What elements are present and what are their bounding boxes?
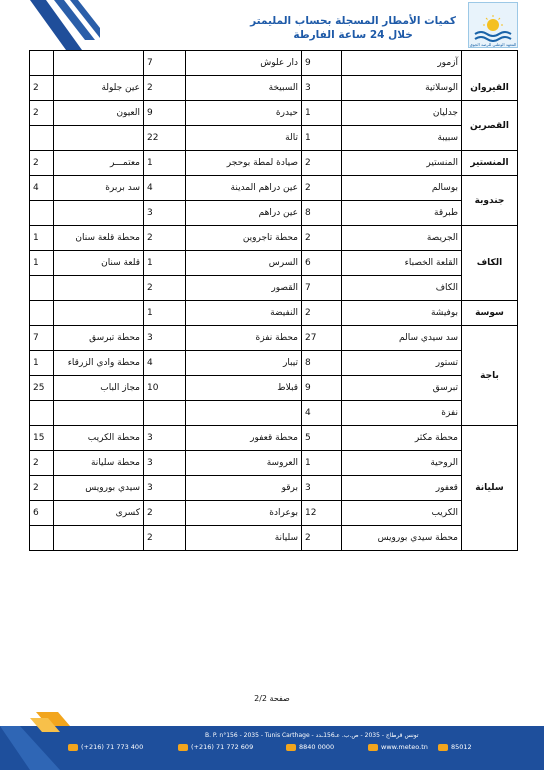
value-cell: 2 <box>30 151 54 176</box>
value-cell: 9 <box>302 51 342 76</box>
phone-contact-3 <box>286 743 334 751</box>
globe-icon <box>368 744 378 751</box>
value-cell: 3 <box>144 326 186 351</box>
value-cell: 10 <box>144 376 186 401</box>
station-cell: محطة قعفور <box>186 426 302 451</box>
station-cell: السبيخة <box>186 76 302 101</box>
station-cell: العروسة <box>186 451 302 476</box>
value-cell: 1 <box>30 251 54 276</box>
station-cell: آزمور <box>342 51 462 76</box>
station-cell: الكاف <box>342 276 462 301</box>
station-cell: تيبار <box>186 351 302 376</box>
value-cell: 1 <box>144 251 186 276</box>
value-cell: 2 <box>30 451 54 476</box>
station-cell: محطة سليانة <box>54 451 144 476</box>
value-cell <box>30 526 54 551</box>
station-cell <box>54 301 144 326</box>
value-cell: 2 <box>30 476 54 501</box>
table-row <box>30 151 518 176</box>
website-link[interactable]: www.meteo.tn <box>381 743 428 751</box>
station-cell: العيون <box>54 101 144 126</box>
sun-wave-icon <box>473 14 513 42</box>
station-cell: سد بربرة <box>54 176 144 201</box>
value-cell: 27 <box>302 326 342 351</box>
phone-contact-2 <box>178 743 253 751</box>
page-number: صفحة 2/2 <box>254 694 290 703</box>
station-cell: الوسلاتية <box>342 76 462 101</box>
value-cell: 9 <box>144 101 186 126</box>
station-cell: جدليان <box>342 101 462 126</box>
region-cell: الكاف <box>462 226 518 301</box>
page-footer <box>0 712 544 770</box>
station-cell: محطة تاجروين <box>186 226 302 251</box>
station-cell: برقو <box>186 476 302 501</box>
value-cell: 2 <box>302 151 342 176</box>
station-cell <box>54 276 144 301</box>
value-cell <box>30 301 54 326</box>
station-cell: نفزة <box>342 401 462 426</box>
station-cell: معتمـــر <box>54 151 144 176</box>
table-row <box>30 351 518 376</box>
page-title <box>250 14 456 42</box>
value-cell <box>30 51 54 76</box>
title-line-1: كميات الأمطار المسجلة بحساب المليمتر <box>250 15 456 27</box>
station-cell: تبرسق <box>342 376 462 401</box>
station-cell: صيادة لمطة بوحجر <box>186 151 302 176</box>
station-cell <box>54 201 144 226</box>
station-cell: محطة الكريب <box>54 426 144 451</box>
value-cell: 3 <box>144 451 186 476</box>
value-cell: 22 <box>144 126 186 151</box>
station-cell: تستور <box>342 351 462 376</box>
value-cell: 1 <box>302 126 342 151</box>
fax-icon <box>178 744 188 751</box>
value-cell: 7 <box>30 326 54 351</box>
value-cell: 1 <box>302 101 342 126</box>
table-row <box>30 176 518 201</box>
value-cell: 2 <box>144 76 186 101</box>
building-icon <box>438 744 448 751</box>
station-cell: النفيضة <box>186 301 302 326</box>
code-contact <box>438 743 472 751</box>
station-cell: عين جلولة <box>54 76 144 101</box>
value-cell: 4 <box>144 351 186 376</box>
table-row <box>30 426 518 451</box>
table-row <box>30 401 518 426</box>
website-contact <box>368 743 428 751</box>
table-row <box>30 301 518 326</box>
region-cell: المنستير <box>462 151 518 176</box>
value-cell: 2 <box>302 176 342 201</box>
value-cell: 3 <box>302 76 342 101</box>
value-cell: 1 <box>144 301 186 326</box>
station-cell: محطة وادي الزرقاء <box>54 351 144 376</box>
station-cell <box>54 401 144 426</box>
station-cell: كسرى <box>54 501 144 526</box>
station-cell: محطة سيدي بورويس <box>342 526 462 551</box>
value-cell: 5 <box>302 426 342 451</box>
value-cell: 25 <box>30 376 54 401</box>
value-cell: 8 <box>302 201 342 226</box>
station-cell <box>54 126 144 151</box>
value-cell: 4 <box>30 176 54 201</box>
value-cell: 2 <box>144 526 186 551</box>
value-cell <box>144 401 186 426</box>
value-cell: 3 <box>144 476 186 501</box>
station-cell <box>186 401 302 426</box>
rainfall-table-container <box>29 50 517 551</box>
table-row <box>30 251 518 276</box>
station-cell: سليانة <box>186 526 302 551</box>
region-cell: سليانة <box>462 426 518 551</box>
station-cell: محطة مكثر <box>342 426 462 451</box>
station-cell: طبرقة <box>342 201 462 226</box>
station-cell: سد سيدي سالم <box>342 326 462 351</box>
value-cell: 4 <box>302 401 342 426</box>
station-cell: الجريصة <box>342 226 462 251</box>
value-cell <box>30 276 54 301</box>
value-cell: 2 <box>144 276 186 301</box>
region-cell: جندوبة <box>462 176 518 226</box>
region-cell: القصرين <box>462 101 518 151</box>
institute-logo <box>468 2 518 48</box>
station-cell: محطة نفزة <box>186 326 302 351</box>
station-cell: القصور <box>186 276 302 301</box>
value-cell <box>30 401 54 426</box>
footer-address: B. P. n°156 - 2035 - Tunis Carthage - تونس قرطاج - 2035 - ص.ب. عـ156ـدد <box>205 732 419 739</box>
station-cell <box>54 51 144 76</box>
table-row <box>30 451 518 476</box>
value-cell: 12 <box>302 501 342 526</box>
value-cell: 8 <box>302 351 342 376</box>
region-cell: سوسة <box>462 301 518 326</box>
value-cell: 2 <box>144 226 186 251</box>
value-cell: 2 <box>144 501 186 526</box>
table-row <box>30 501 518 526</box>
station-cell: الكريب <box>342 501 462 526</box>
footer-band <box>0 712 544 770</box>
station-cell: دار علوش <box>186 51 302 76</box>
station-cell: حيدرة <box>186 101 302 126</box>
station-cell: سيدي بورويس <box>54 476 144 501</box>
corner-stripes-decoration <box>0 0 100 50</box>
station-cell: الروحية <box>342 451 462 476</box>
value-cell: 1 <box>302 451 342 476</box>
title-line-2: خلال 24 ساعة الفارطة <box>293 29 413 41</box>
station-cell: القلعة الخصباء <box>342 251 462 276</box>
station-cell: قلعة سنان <box>54 251 144 276</box>
station-cell: سبيبة <box>342 126 462 151</box>
station-cell: بوعرادة <box>186 501 302 526</box>
value-cell: 2 <box>30 76 54 101</box>
table-row <box>30 76 518 101</box>
phone-icon <box>286 744 296 751</box>
value-cell: 1 <box>144 151 186 176</box>
table-row <box>30 126 518 151</box>
table-row <box>30 526 518 551</box>
table-row <box>30 476 518 501</box>
value-cell: 1 <box>30 226 54 251</box>
value-cell: 15 <box>30 426 54 451</box>
value-cell: 7 <box>144 51 186 76</box>
station-cell: قعفور <box>342 476 462 501</box>
phone-number-2: (+216) 71 772 609 <box>191 743 254 751</box>
phone-icon <box>68 744 78 751</box>
region-cell: القيروان <box>462 51 518 101</box>
value-cell: 9 <box>302 376 342 401</box>
rainfall-table <box>29 50 518 551</box>
footer-code: 85012 <box>451 743 472 751</box>
station-cell: السرس <box>186 251 302 276</box>
station-cell: مجاز الباب <box>54 376 144 401</box>
value-cell: 3 <box>302 476 342 501</box>
station-cell <box>54 526 144 551</box>
table-row <box>30 376 518 401</box>
value-cell: 3 <box>144 201 186 226</box>
table-row <box>30 276 518 301</box>
station-cell: محطة تبرسق <box>54 326 144 351</box>
station-cell: عين دراهم <box>186 201 302 226</box>
table-row <box>30 201 518 226</box>
value-cell: 6 <box>302 251 342 276</box>
phone-contact-1 <box>68 743 143 751</box>
region-cell: باجة <box>462 326 518 426</box>
value-cell: 2 <box>302 526 342 551</box>
value-cell: 2 <box>302 301 342 326</box>
value-cell: 4 <box>144 176 186 201</box>
value-cell: 7 <box>302 276 342 301</box>
value-cell: 6 <box>30 501 54 526</box>
station-cell: عين دراهم المدينة <box>186 176 302 201</box>
table-row <box>30 51 518 76</box>
station-cell: المنستير <box>342 151 462 176</box>
station-cell: تالة <box>186 126 302 151</box>
value-cell <box>30 126 54 151</box>
value-cell: 1 <box>30 351 54 376</box>
value-cell: 3 <box>144 426 186 451</box>
table-row <box>30 226 518 251</box>
value-cell: 2 <box>30 101 54 126</box>
station-cell: بوسالم <box>342 176 462 201</box>
phone-number-1: (+216) 71 773 400 <box>81 743 144 751</box>
phone-number-3: 8840 0000 <box>299 743 335 751</box>
table-row <box>30 101 518 126</box>
table-row <box>30 326 518 351</box>
station-cell: بوفيشة <box>342 301 462 326</box>
station-cell: قبلاط <box>186 376 302 401</box>
value-cell: 2 <box>302 226 342 251</box>
station-cell: محطة قلعة سنان <box>54 226 144 251</box>
value-cell <box>30 201 54 226</box>
logo-caption: المعهد الوطني للرصد الجوي <box>469 42 517 47</box>
